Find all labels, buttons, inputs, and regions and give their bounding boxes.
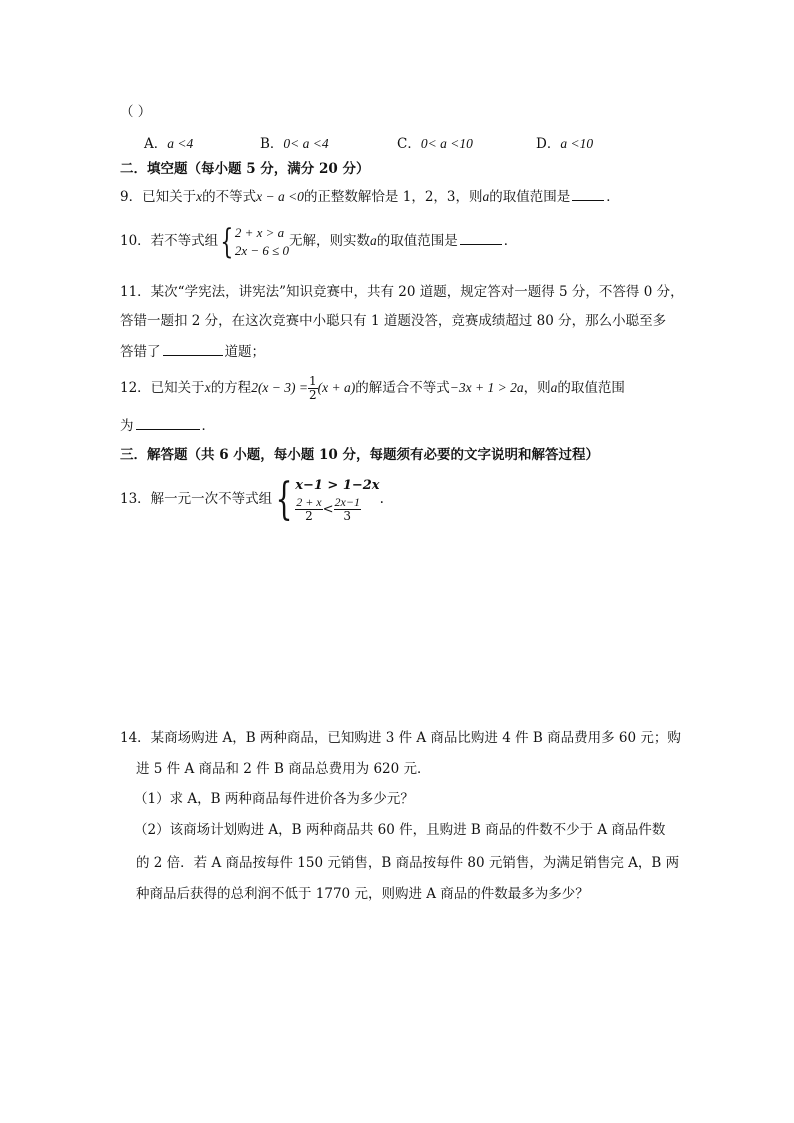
q9-var-a: a bbox=[482, 189, 490, 204]
q9-var-x: x bbox=[196, 189, 203, 204]
option-c bbox=[397, 134, 473, 154]
q12-text-5: 的取值范围 bbox=[557, 380, 625, 396]
q10-system bbox=[235, 224, 289, 260]
option-b bbox=[260, 134, 329, 154]
q12-fraction bbox=[308, 375, 318, 402]
q12-answer-blank[interactable] bbox=[136, 415, 200, 430]
q10-brace: { bbox=[220, 221, 234, 262]
question-14-line-5: 的 2 倍．若 A 商品按每件 150 元销售，B 商品按每件 80 元销售，为满足销售完 A，B 两 bbox=[136, 855, 680, 871]
q10-answer-blank[interactable] bbox=[460, 230, 502, 245]
option-b-label: B． bbox=[260, 136, 284, 152]
q12-text-1: 12．已知关于 bbox=[120, 380, 205, 396]
q12-text-4: ，则 bbox=[523, 380, 551, 396]
q10-text-3: 的取值范围是 bbox=[376, 233, 458, 249]
q9-answer-blank[interactable] bbox=[572, 186, 604, 201]
q10-text-4: ． bbox=[503, 233, 518, 249]
q13-brace: { bbox=[275, 473, 293, 525]
q8-paren: （ ） bbox=[120, 104, 152, 120]
q9-text-1: 9．已知关于 bbox=[120, 189, 197, 205]
q12-text-3: 的解适合不等式 bbox=[355, 380, 450, 396]
q10-var-a: a bbox=[370, 233, 377, 248]
question-13 bbox=[120, 474, 384, 524]
q13-text-1: 13．解一元一次不等式组 bbox=[120, 491, 273, 507]
q13-row-1: x−1 > 1−2x bbox=[295, 478, 380, 493]
option-d-label: D． bbox=[536, 136, 561, 152]
q11-answer-blank[interactable] bbox=[163, 341, 223, 356]
question-9 bbox=[120, 186, 620, 207]
question-11-line-3 bbox=[120, 341, 265, 362]
question-14-line-3: （1）求 A，B 两种商品每件进价各为多少元？ bbox=[134, 791, 414, 807]
question-14-line-4: （2）该商场计划购进 A，B 两种商品共 60 件，且购进 B 商品的件数不少于 A 商品件数 bbox=[134, 822, 666, 838]
q12-text-7: ． bbox=[201, 418, 215, 434]
q12-fraction-numerator: 1 bbox=[309, 374, 317, 388]
option-d bbox=[536, 134, 593, 154]
q13-fraction-1-numerator: 2 + x bbox=[296, 495, 322, 509]
question-10 bbox=[120, 222, 517, 260]
q11-text-2: 道题； bbox=[224, 344, 265, 360]
q13-row-2 bbox=[295, 496, 379, 523]
q13-fraction-1-denominator: 2 bbox=[305, 509, 313, 523]
q9-text-4: 的取值范围是 bbox=[489, 189, 571, 205]
q13-fraction-2-numerator: 2x−1 bbox=[334, 495, 360, 509]
q9-text-2: 的不等式 bbox=[202, 189, 257, 205]
option-c-expr: 0< a <10 bbox=[420, 136, 473, 151]
q10-text-1: 10．若不等式组 bbox=[120, 233, 219, 249]
question-12-line-1 bbox=[120, 370, 625, 406]
q10-text-2: 无解，则实数 bbox=[289, 233, 371, 249]
option-a-expr: a <4 bbox=[167, 136, 194, 151]
option-b-expr: 0< a <4 bbox=[283, 136, 329, 151]
q13-fraction-2-denominator: 3 bbox=[343, 509, 352, 523]
question-12-line-2 bbox=[120, 415, 215, 436]
q12-text-2: 的方程 bbox=[210, 380, 252, 396]
q13-fraction-2 bbox=[334, 496, 361, 523]
section-2-title: 二．填空题（每小题 5 分，满分 20 分） bbox=[120, 161, 370, 177]
q13-fraction-1 bbox=[295, 496, 322, 523]
option-a-label: A． bbox=[144, 136, 168, 152]
q12-fraction-denominator: 2 bbox=[309, 388, 317, 402]
q12-var-a: a bbox=[550, 380, 558, 395]
q12-inequality: −3x + 1 > 2a bbox=[449, 380, 524, 395]
q12-equation-left: 2(x − 3) = bbox=[251, 380, 309, 395]
q12-var-x: x bbox=[204, 380, 211, 395]
question-14-line-2: 进 5 件 A 商品和 2 件 B 商品总费用为 620 元． bbox=[136, 761, 431, 777]
q13-text-2: . bbox=[379, 491, 384, 507]
q11-text-1: 答错了 bbox=[120, 344, 161, 360]
question-11-line-2: 答错一题扣 2 分，在这次竞赛中小聪只有 1 道题没答，竞赛成绩超过 80 分，那么小聪至多 bbox=[120, 313, 667, 329]
q9-text-3: 的正整数解恰是 1，2，3，则 bbox=[303, 189, 483, 205]
option-c-label: C． bbox=[397, 136, 421, 152]
q13-less-than: < bbox=[322, 502, 334, 517]
option-d-expr: a <10 bbox=[560, 136, 594, 151]
q12-text-6: 为 bbox=[120, 418, 134, 434]
q13-system bbox=[295, 476, 379, 523]
question-11-line-1: 11．某次“学宪法，讲宪法”知识竞赛中，共有 20 道题，规定答对一题得 5 分，不答得 0 分， bbox=[120, 284, 684, 300]
q9-inequality: x − a <0 bbox=[256, 189, 304, 204]
q10-row-2: 2x − 6 ≤ 0 bbox=[234, 242, 290, 258]
question-14-line-1: 14．某商场购进 A，B 两种商品，已知购进 3 件 A 商品比购进 4 件 B 商品费用多 60 元；购 bbox=[120, 730, 681, 746]
q10-row-1: 2 + x > a bbox=[234, 224, 285, 240]
question-14-line-6: 种商品后获得的总利润不低于 1770 元，则购进 A 商品的件数最多为多少？ bbox=[136, 886, 589, 902]
option-a bbox=[144, 134, 193, 154]
section-3-title: 三．解答题（共 6 小题，每小题 10 分，每题须有必要的文字说明和解答过程） bbox=[120, 447, 599, 463]
q9-text-5: ． bbox=[606, 189, 620, 205]
q12-equation-right: (x + a) bbox=[317, 380, 356, 395]
